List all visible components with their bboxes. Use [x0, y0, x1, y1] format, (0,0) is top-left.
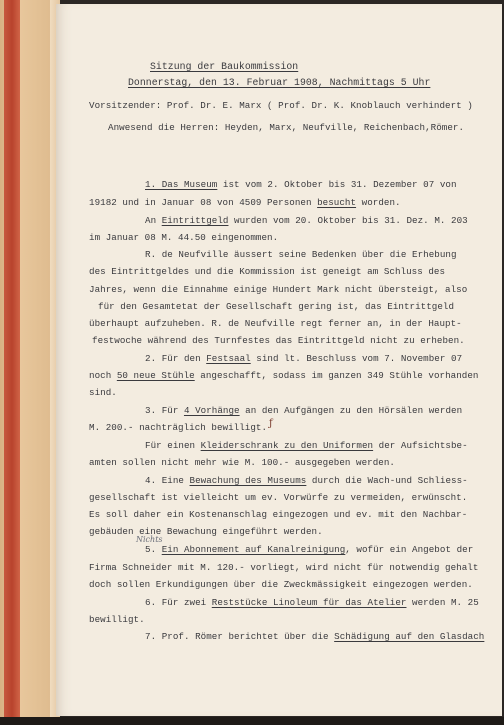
chair-line: Vorsitzender: Prof. Dr. E. Marx ( Prof. Dr. K. Knoblauch verhindert )	[89, 100, 473, 111]
red-binding-strip	[4, 0, 20, 725]
item-5-line-3: doch sollen Erkundigungen über die Zweckmässigkeit eingezogen werden.	[89, 579, 473, 590]
neufville-line-5: überhaupt aufzuheben. R. de Neufville regt ferner an, in der Haupt-	[89, 318, 462, 329]
neufville-line-4: für den Gesamtetat der Gesellschaft gering ist, das Eintrittgeld	[98, 301, 455, 312]
item-1-line-3: An Eintrittgeld wurden vom 20. Oktober bis 31. Dez. M. 203	[145, 215, 468, 226]
item-4-line-3: Es soll daher ein Kostenanschlag eingezogen und ev. mit den Nachbar-	[89, 509, 468, 520]
item-5-line-1: 5. Ein Abonnement auf Kanalreinigung, wofür ein Angebot der	[145, 544, 474, 555]
underlined-besucht: besucht	[317, 197, 357, 208]
item-7-line-1: 7. Prof. Römer berichtet über die Schädigung auf den Glasdach	[145, 631, 485, 642]
item-5-line-2: Firma Schneider mit M. 120.- vorliegt, wird nicht für notwendig gehalt	[89, 562, 479, 573]
underlined-kleiderschrank: Kleiderschrank zu den Uniformen	[200, 440, 374, 451]
item-4-line-1: 4. Eine Bewachung des Museums durch die Wach-und Schliess-	[145, 475, 468, 486]
neufville-line-6: festwoche während des Turnfestes das Eintrittgeld nicht zu erheben.	[92, 335, 465, 346]
underlined-eintrittgeld: Eintrittgeld	[161, 215, 229, 226]
underlined-schaedigung: Schädigung auf den Glasdach	[334, 631, 485, 642]
kleiderschrank-line-1: Für einen Kleiderschrank zu den Uniformen der Aufsichtsbe-	[145, 440, 468, 451]
item-6-line-2: bewilligt.	[89, 614, 145, 625]
document-title: Sitzung der Baukommission	[150, 61, 299, 72]
item-2-line-3: sind.	[89, 387, 117, 398]
item-2-line-1: 2. Für den Festsaal sind lt. Beschluss vom 7. November 07	[145, 353, 463, 364]
neufville-line-1: R. de Neufville äussert seine Bedenken über die Erhebung	[145, 249, 457, 260]
underlined-linoleum: Reststücke Linoleum für das Atelier	[211, 597, 407, 608]
item-6-line-1: 6. Für zwei Reststücke Linoleum für das Atelier werden M. 25	[145, 597, 479, 608]
handwritten-margin-note: Nichts	[136, 535, 163, 544]
document-page	[56, 4, 502, 716]
underlined-festsaal: Festsaal	[206, 353, 251, 364]
item-1-heading: 1. Das Museum	[145, 179, 218, 190]
item-2-line-2: noch 50 neue Stühle angeschafft, sodass im ganzen 349 Stühle vorhanden	[89, 370, 479, 381]
underlined-bewachung: Bewachung des Museums	[189, 475, 307, 486]
underlined-vorhaenge: 4 Vorhänge	[183, 405, 240, 416]
item-4-line-2: gesellschaft ist vielleicht um ev. Vorwürfe zu vermeiden, erwünscht.	[89, 492, 468, 503]
pen-check-mark: ƒ	[269, 418, 273, 429]
item-3-line-1: 3. Für 4 Vorhänge an den Aufgängen zu den Hörsälen werden	[145, 405, 463, 416]
meeting-date-line: Donnerstag, den 13. Februar 1908, Nachmittags 5 Uhr	[128, 77, 431, 88]
dark-bottom-edge	[0, 717, 504, 725]
item-1-line-2: 19182 und in Januar 08 von 4509 Personen besucht worden.	[89, 197, 401, 208]
neufville-line-3: Jahres, wenn die Einnahme einige Hundert Mark nicht übersteigt, also	[89, 284, 468, 295]
attendees-line: Anwesend die Herren: Heyden, Marx, Neufville, Reichenbach,Römer.	[108, 122, 465, 133]
underlined-kanalreinigung: Ein Abonnement auf Kanalreinigung	[161, 544, 346, 555]
item-1-line-1: 1. Das Museum ist vom 2. Oktober bis 31. Dezember 07 von	[145, 179, 457, 190]
kleiderschrank-line-2: amten sollen nicht mehr wie M. 100.- ausgegeben werden.	[89, 457, 395, 468]
underlined-neue-stuehle: 50 neue Stühle	[116, 370, 195, 381]
item-3-line-2: M. 200.- nachträglich bewilligt.	[89, 422, 268, 433]
item-1-line-4: im Januar 08 M. 44.50 eingenommen.	[89, 232, 279, 243]
item-4-line-4: gebäuden eine Bewachung eingeführt werden.	[89, 526, 323, 537]
neufville-line-2: des Eintrittgeldes und die Kommission ist geneigt am Schluss des	[89, 266, 446, 277]
